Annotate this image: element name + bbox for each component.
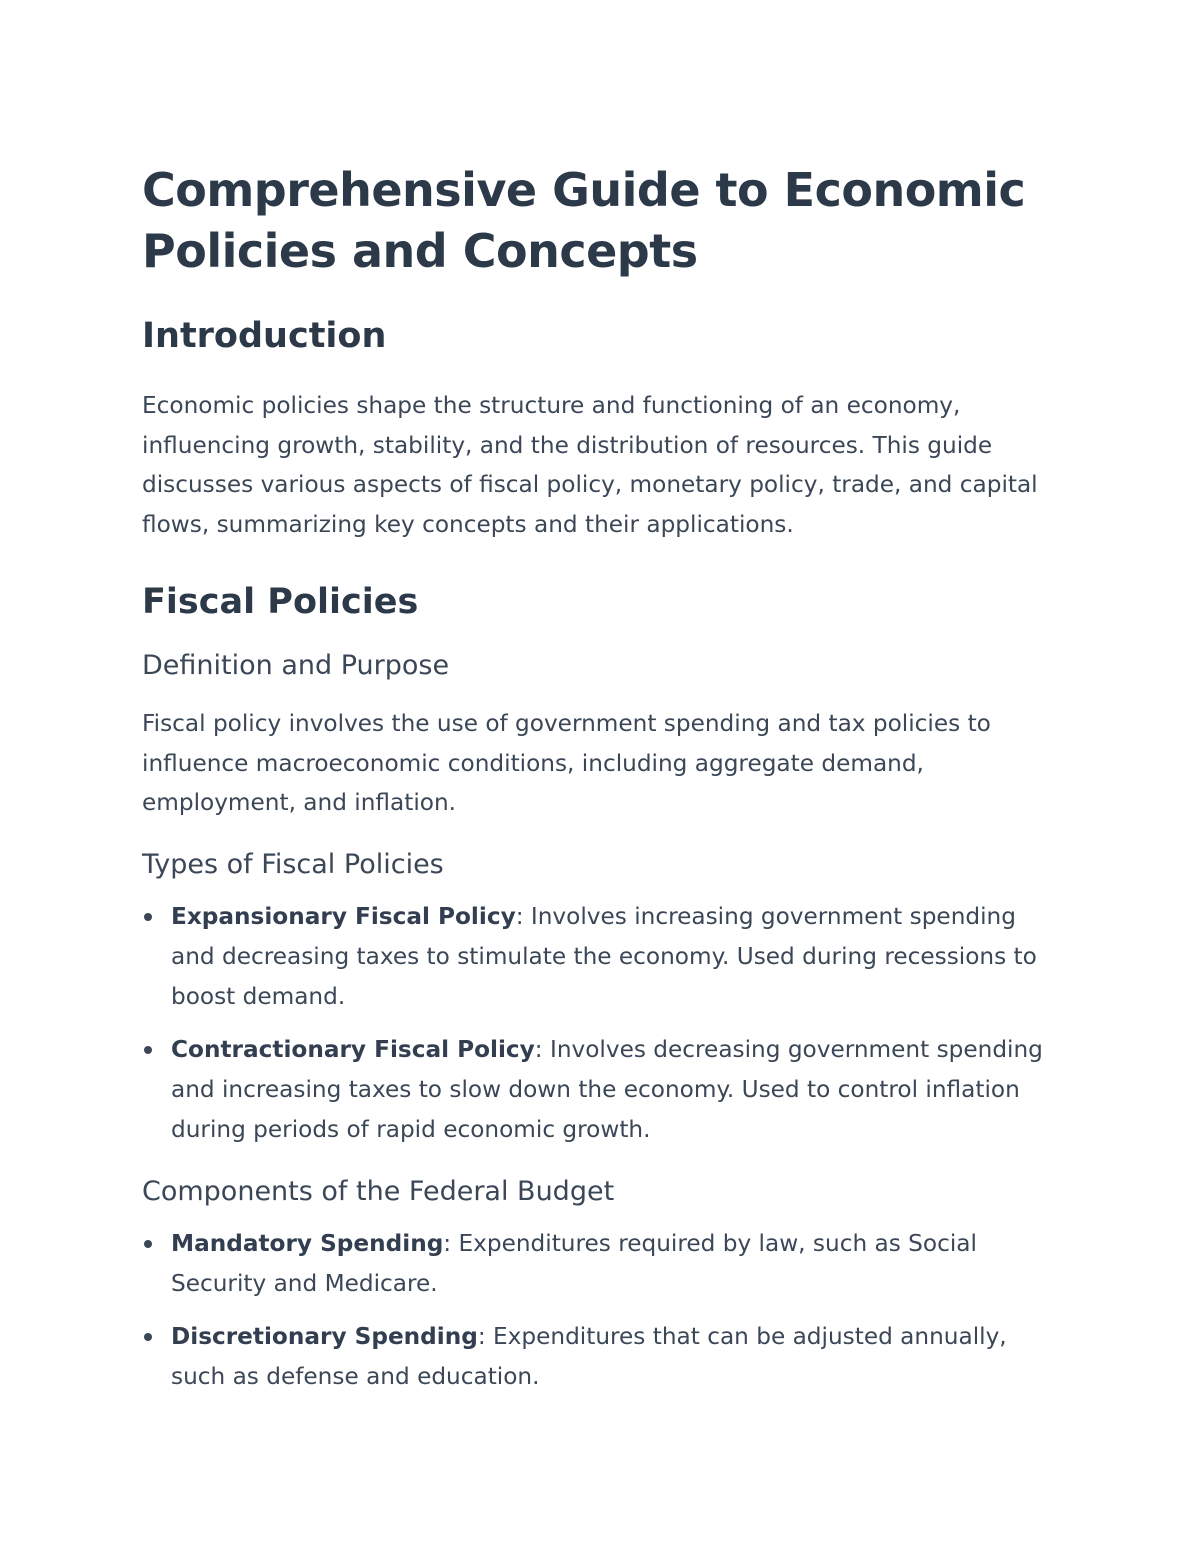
list-item-term: Contractionary Fiscal Policy (171, 1035, 535, 1063)
types-list (142, 897, 1062, 1150)
document-title: Comprehensive Guide to Economic Policies and Concepts (142, 163, 1026, 278)
list-item-term: Mandatory Spending (171, 1229, 444, 1257)
list-item-text: : Involves increasing government spending and decreasing taxes to stimulate the economy. Used during recessions to boost demand. (171, 902, 1037, 1010)
list-item-mandatory (142, 1224, 1062, 1304)
bullet-icon (144, 913, 152, 921)
bullet-icon (144, 1046, 152, 1054)
fiscal-policies-heading: Fiscal Policies (142, 582, 419, 622)
list-item-text: : Expenditures required by law, such as Social Security and Medicare. (171, 1229, 977, 1297)
budget-heading: Components of the Federal Budget (142, 1175, 615, 1207)
definition-heading: Definition and Purpose (142, 650, 450, 681)
list-item-text: : Involves decreasing government spending and increasing taxes to slow down the economy. Used to control inflation during periods of rapid economic growth. (171, 1035, 1043, 1143)
list-item-text: : Expenditures that can be adjusted annually, such as defense and education. (171, 1322, 1007, 1390)
list-item-expansionary (142, 897, 1062, 1017)
types-heading: Types of Fiscal Policies (142, 848, 444, 880)
introduction-heading: Introduction (142, 316, 387, 356)
list-item-term: Expansionary Fiscal Policy (171, 902, 516, 930)
document-page (142, 160, 1062, 1410)
bullet-icon (144, 1240, 152, 1248)
list-item-discretionary (142, 1317, 1062, 1397)
definition-paragraph: Fiscal policy involves the use of government spending and tax policies to influence macroeconomic conditions, including aggregate demand, employment, and inflation. (142, 710, 991, 816)
budget-list (142, 1224, 1062, 1397)
introduction-paragraph: Economic policies shape the structure and functioning of an economy, influencing growth, stability, and the distribution of resources. This guide discusses various aspects of fiscal policy, monetary policy, trade, and capital flows, summarizing key concepts and their applications. (142, 392, 1038, 538)
bullet-icon (144, 1333, 152, 1341)
list-item-contractionary (142, 1030, 1062, 1150)
list-item-term: Discretionary Spending (171, 1322, 478, 1350)
